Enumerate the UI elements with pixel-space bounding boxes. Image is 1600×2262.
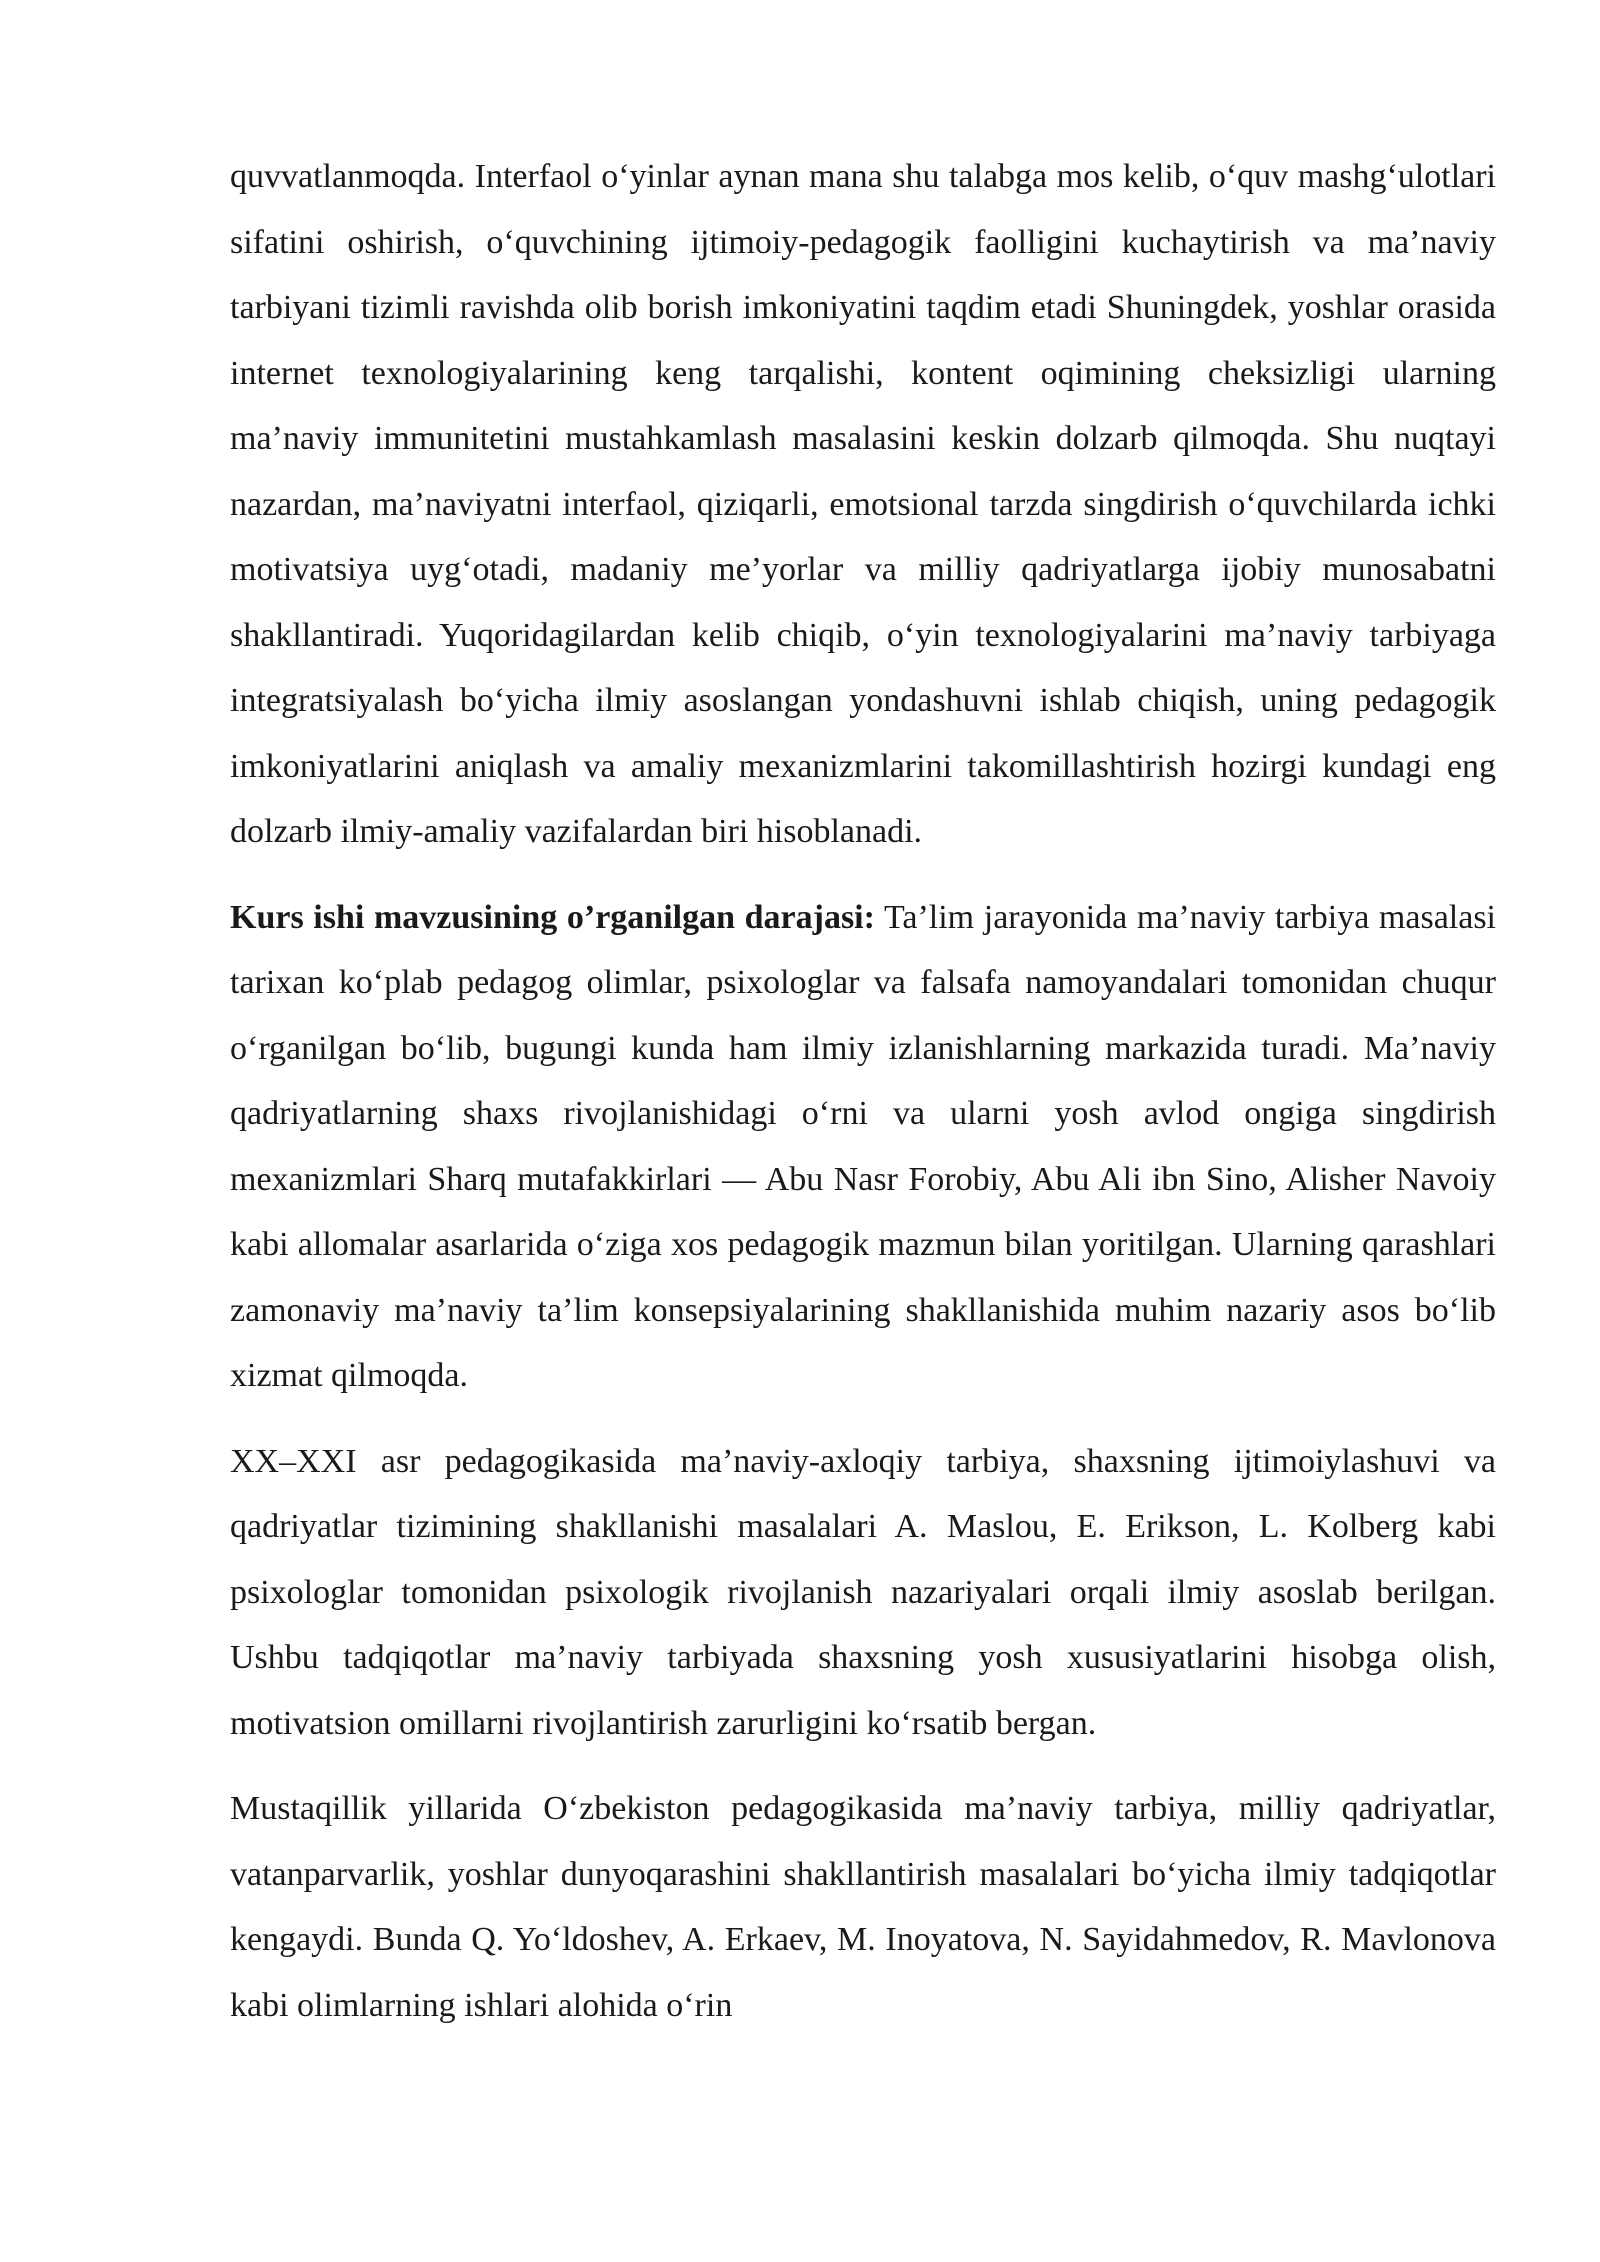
document-body <box>230 144 1496 2058</box>
paragraph-3 <box>230 1429 1496 1757</box>
paragraph-2-text: Ta’lim jarayonida ma’naviy tarbiya masalasi tarixan ko‘plab pedagog olimlar, psixologlar va falsafa namoyandalari tomonidan chuqur o‘rganilgan bo‘lib, bugungi kunda ham ilmiy izlanishlarning markazida turadi. Ma’naviy qadriyatlarning shaxs rivojlanishidagi o‘rni va ularni yosh avlod ongiga singdirish mexanizmlari Sharq mutafakkirlari — Abu Nasr Forobiy, Abu Ali ibn Sino, Alisher Navoiy kabi allomalar asarlarida o‘ziga xos pedagogik mazmun bilan yoritilgan. Ularning qarashlari zamonaviy ma’naviy ta’lim konsepsiyalarining shakllanishida muhim nazariy asos bo‘lib xizmat qilmoqda. <box>230 898 1496 1394</box>
paragraph-4-text: Mustaqillik yillarida O‘zbekiston pedagogikasida ma’naviy tarbiya, milliy qadriyatlar, vatanparvarlik, yoshlar dunyoqarashini shakllantirish masalalari bo‘yicha ilmiy tadqiqotlar kengaydi. Bunda Q. Yo‘ldoshev, A. Erkaev, M. Inoyatova, N. Sayidahmedov, R. Mavlonova kabi olimlarning ishlari alohida o‘rin <box>230 1790 1496 2024</box>
paragraph-2 <box>230 885 1496 1409</box>
paragraph-3-text: XX–XXI asr pedagogikasida ma’naviy-axloqiy tarbiya, shaxsning ijtimoiylashuvi va qadriyatlar tizimining shakllanishi masalalari A. Maslou, E. Erikson, L. Kolberg kabi psixologlar tomonidan psixologik rivojlanish nazariyalari orqali ilmiy asoslab berilgan. Ushbu tadqiqotlar ma’naviy tarbiyada shaxsning yosh xususiyatlarini hisobga olish, motivatsion omillarni rivojlantirish zarurligini ko‘rsatib bergan. <box>230 1442 1496 1742</box>
paragraph-1-text: quvvatlanmoqda. Interfaol o‘yinlar aynan mana shu talabga mos kelib, o‘quv mashg‘ulotlari sifatini oshirish, o‘quvchining ijtimoiy-pedagogik faolligini kuchaytirish va ma’naviy tarbiyani tizimli ravishda olib borish imkoniyatini taqdim etadi Shuningdek, yoshlar orasida internet texnologiyalarining keng tarqalishi, kontent oqimining cheksizligi ularning ma’naviy immunitetini mustahkamlash masalasini keskin dolzarb qilmoqda. Shu nuqtayi nazardan, ma’naviyatni interfaol, qiziqarli, emotsional tarzda singdirish o‘quvchilarda ichki motivatsiya uyg‘otadi, madaniy me’yorlar va milliy qadriyatlarga ijobiy munosabatni shakllantiradi. Yuqoridagilardan kelib chiqib, o‘yin texnologiyalarini ma’naviy tarbiyaga integratsiyalash bo‘yicha ilmiy asoslangan yondashuvni ishlab chiqish, uning pedagogik imkoniyatlarini aniqlash va amaliy mexanizmlarini takomillashtirish hozirgi kundagi eng dolzarb ilmiy-amaliy vazifalardan biri hisoblanadi. <box>230 158 1496 850</box>
section-heading: Kurs ishi mavzusining o’rganilgan darajasi: <box>230 898 875 936</box>
paragraph-4 <box>230 1776 1496 2038</box>
paragraph-1 <box>230 144 1496 865</box>
